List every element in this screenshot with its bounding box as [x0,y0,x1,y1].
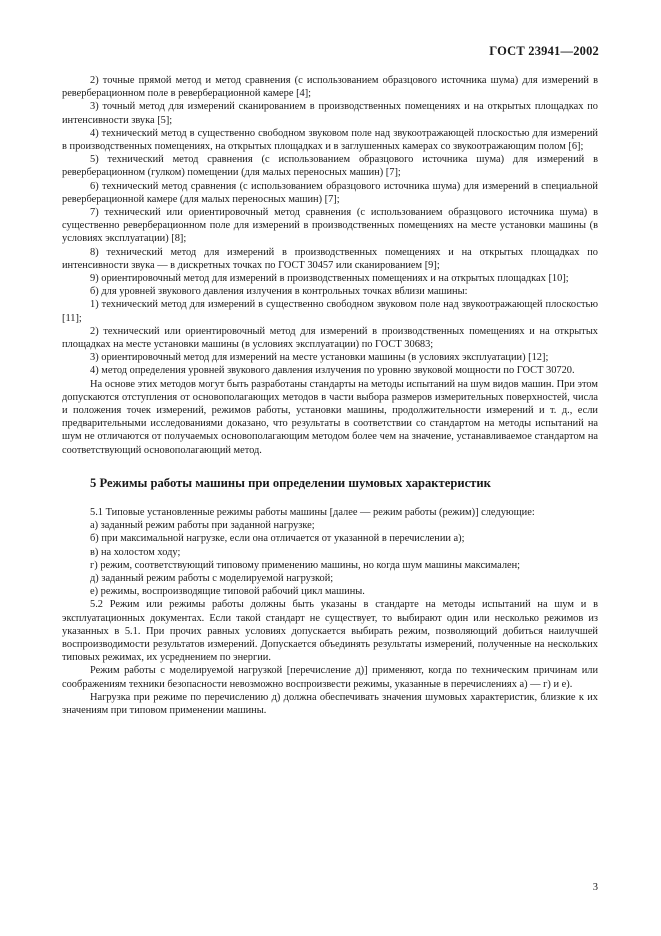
methods-list [62,74,598,457]
body-paragraph: На основе этих методов могут быть разработаны стандарты на методы испытаний на шум видов машин. При этом допускаются отступления от основополагающих методов в части выбора размеров измерительных поверхностей, числа и положения точек измерений, режимов работы, установки машины, продолжительности измерений и т. д., если предварительными исследованиями доказано, что результаты в соответствии со стандартом на методы испытаний на шум не отличаются от получаемых основополагающим методом более чем на значение, устанавливаемое стандартом на соответствующий основополагающий метод. [62,378,598,456]
list-item: 2) точные прямой метод и метод сравнения (с использованием образцового источника шума) для измерений в реверберационном поле в реверберационной камере [4]; [62,75,598,100]
list-item: д) заданный режим работы с моделируемой нагрузкой; [90,572,334,584]
list-item: 3) ориентировочный метод для измерений на месте установки машины (в условиях эксплуатации) [12]; [90,352,549,364]
page-number: 3 [592,882,598,893]
list-item: 4) технический метод в существенно свободном звуковом поле над звукоотражающей плоскостью для измерений в производственных помещениях, на открытых площадках и в заглушенных камерах со звукоотражающим полом [6]; [62,127,598,153]
list-item: е) режимы, воспроизводящие типовой рабочий цикл машины. [90,586,365,598]
list-item: 2) технический или ориентировочный метод для измерений в производственных помещениях и на открытых площадках на месте установки машины (в условиях эксплуатации) по ГОСТ 30683; [62,325,598,351]
body-paragraph: 5.2 Режим или режимы работы должны быть указаны в стандарте на методы испытаний на шум и в эксплуатационных документах. Если такой стандарт не существует, то выбирают один или несколько режимов из указанных в 5.1. При прочих равных условиях допускается выбирать режим, позволяющий добиться наилучшей воспроизводимости результатов измерений. Допускается объединять результаты измерений, полученные на нескольких типовых режимах, их усреднением по энергии. [62,599,598,664]
modes-list [62,506,598,717]
list-item: б) для уровней звукового давления излучения в контрольных точках вблизи машины: [90,286,468,298]
list-item: 5) технический метод сравнения (с использованием образцового источника шума) для измерений в реверберационном (гулком) помещении (для малых переносных машин) [7]; [62,154,598,179]
list-item: 7) технический или ориентировочный метод сравнения (с использованием образцового источника шума) в существенно реверберационном поле для измерений в производственных помещениях на месте установки машины (в условиях эксплуатации) [8]; [62,207,598,245]
section-heading: 5 Режимы работы машины при определении шумовых характеристик [90,475,491,490]
list-item: 1) технический метод для измерений в существенно свободном звуковом поле над звукоотражающей плоскостью [11]; [62,299,598,324]
list-item: г) режим, соответствующий типовому применению машины, но когда шум машины максимален; [90,559,521,571]
list-item: б) при максимальной нагрузке, если она отличается от указанной в перечислении а); [90,533,465,545]
list-item: 9) ориентировочный метод для измерений в производственных помещениях и на открытых площадках [10]; [90,273,569,285]
list-item: 8) технический метод для измерений в производственных помещениях и на открытых площадках по интенсивности звука — в дискретных точках по ГОСТ 30457 или сканированием [9]; [62,246,598,271]
list-item: 3) точный метод для измерений сканированием в производственных помещениях и на открытых площадках по интенсивности звука [5]; [62,101,598,126]
body-paragraph: Режим работы с моделируемой нагрузкой [перечисление д)] применяют, когда по техническим причинам или соображениям техники безопасности невозможно воспроизвести режимы, указанные в перечислениях а) — г) и е). [62,665,598,690]
list-item: 4) метод определения уровней звукового давления излучения по уровню звуковой мощности по ГОСТ 30720. [90,365,575,377]
list-item: а) заданный режим работы при заданной нагрузке; [90,520,315,532]
page-body [62,74,598,717]
body-paragraph: 5.1 Типовые установленные режимы работы машины [далее — режим работы (режим)] следующие: [90,506,535,518]
list-item: 6) технический метод сравнения (с использованием образцового источника шума) для измерений в специальной реверберационной камере (для малых переносных машин) [7]; [62,180,598,205]
list-item: в) на холостом ходу; [90,546,181,558]
document-header: ГОСТ 23941—2002 [489,44,599,58]
body-paragraph: Нагрузка при режиме по перечислению д) должна обеспечивать значения шумовых характеристик, близкие к их значениям при типовом применении машины. [62,691,598,716]
